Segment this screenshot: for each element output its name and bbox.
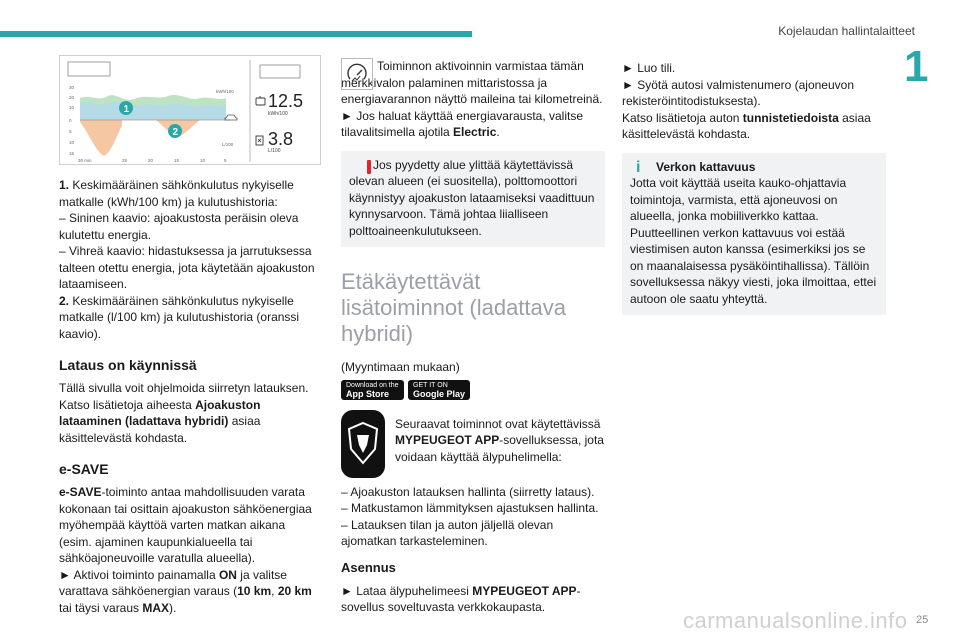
callout-2-label: 2 bbox=[172, 127, 179, 138]
fuel-consumption-value: 3.8 bbox=[268, 129, 294, 149]
heading-install: Asennus bbox=[341, 559, 396, 575]
x-tick: 15 bbox=[174, 158, 180, 163]
network-coverage-box bbox=[622, 153, 886, 316]
app-block bbox=[341, 410, 605, 478]
fuel-consumption-unit: L/100 bbox=[268, 148, 281, 154]
app-store-badge[interactable]: Download on the App Store bbox=[341, 380, 404, 400]
lion-icon bbox=[341, 419, 385, 469]
header-accent-bar bbox=[0, 31, 472, 37]
y-tick: 10 bbox=[69, 140, 75, 145]
display-placeholder-right bbox=[260, 65, 300, 78]
availability-note: (Myyntimaan mukaan) bbox=[341, 360, 460, 374]
info-text: Jotta voit käyttää useita kauko-ohjattavia toimintoja, varmista, että ajoneuvosi on alueella, jonka mobiiliverkko kattaa. Puutteellinen verkon kattavuus voi estää viestimisen auton kanssa (esimerkiksi jos se on maanalaisessa pysäköintihallissa). Tällöin sovelluksessa näkyy viesti, joka ilmoittaa, ettei autoon ole saatu yhteyttä. bbox=[630, 176, 877, 306]
app-description: Seuraavat toiminnot ovat käytettävissä MYPEUGEOT APP-sovelluksessa, jota voidaan käyttää älypuhelimella: bbox=[395, 416, 604, 464]
feature-3: – Latauksen tilan ja auton jäljellä olevan ajomatkan tarkasteleminen. bbox=[341, 517, 554, 548]
heading-charging: Lataus on käynnissä bbox=[59, 357, 197, 373]
legend-item-2: 2. Keskimääräinen sähkönkulutus nykyiselle matkalle (l/100 km) ja kulutushistoria (oranssi kaavio). bbox=[59, 293, 300, 341]
y-tick: 15 bbox=[69, 151, 75, 156]
x-tick: 5 bbox=[224, 158, 227, 163]
confirm-text: Toiminnon aktivoinnin varmistaa tämän merkkivalon palaminen mittaristossa ja energiavarannon näyttö maileina tai kilometreinä. bbox=[341, 59, 603, 106]
column-2 bbox=[341, 58, 605, 616]
watermark-logo: carmanualsonline.info bbox=[683, 608, 908, 633]
unit-label-bottom: L/100 bbox=[222, 142, 234, 147]
legend-item-1: 1. Keskimääräinen sähkönkulutus nykyiselle matkalle (kWh/100 km) ja kulutushistoria: bbox=[59, 178, 294, 209]
car-icon bbox=[225, 115, 237, 120]
consumption-display-figure bbox=[59, 55, 321, 165]
unit-label-top: kWh/100 bbox=[216, 89, 234, 94]
feature-2: – Matkustamon lämmityksen ajastuksen hallinta. bbox=[341, 501, 599, 515]
confirm-block bbox=[341, 58, 605, 108]
store-badges bbox=[341, 380, 605, 400]
warning-text: Jos pyydetty alue ylittää käytettävissä olevan alueen (ei suositella), polttomoottori käynnistyy ajoakuston lataamiseksi vaadittuun kynnysarvoon. Tämä johtaa liialliseen polttoaineenkulutukseen. bbox=[349, 157, 595, 238]
install-step: ► Lataa älypuhelimeesi MYPEUGEOT APP-sovellus soveltuvasta verkkokaupasta. bbox=[341, 583, 581, 614]
chapter-number: 1 bbox=[904, 42, 929, 91]
fuel-pump-icon bbox=[256, 136, 263, 145]
column-3 bbox=[622, 60, 886, 315]
y-tick: 10 bbox=[69, 105, 75, 110]
charging-paragraph: Tällä sivulla voit ohjelmoida siirretyn latauksen. Katso lisätietoja aiheesta Ajoakuston lataaminen (ladattava hybridi) asiaa käsittelevästä kohdasta. bbox=[59, 381, 309, 445]
google-play-badge[interactable]: GET IT ON Google Play bbox=[408, 380, 470, 400]
x-tick: 10 bbox=[200, 158, 206, 163]
electric-consumption-unit: kWh/100 bbox=[268, 111, 288, 117]
y-tick: 0 bbox=[69, 118, 72, 123]
step-enter-vin: ► Syötä autosi valmistenumero (ajoneuvon rekisteröintitodistuksesta). bbox=[622, 77, 854, 108]
info-title: Verkon kattavuus bbox=[656, 159, 756, 174]
step-create-account: ► Luo tili. bbox=[622, 61, 676, 75]
x-tick: 30 min bbox=[78, 158, 92, 163]
heading-esave: e-SAVE bbox=[59, 461, 109, 477]
feature-1: – Ajoakuston latauksen hallinta (siirretty lataus). bbox=[341, 484, 595, 499]
heading-remote-functions: Etäkäytettävät lisätoiminnot (ladattava hybridi) bbox=[341, 269, 567, 346]
display-placeholder-left bbox=[68, 62, 110, 76]
consumption-graph bbox=[60, 56, 322, 166]
y-tick: 5 bbox=[69, 129, 72, 134]
esave-gauge-icon bbox=[342, 59, 372, 89]
legend-item-1-blue: – Sininen kaavio: ajoakustosta peräisin oleva kulutettu energia. bbox=[59, 211, 299, 242]
x-tick: 20 bbox=[148, 158, 154, 163]
y-tick: 30 bbox=[69, 85, 75, 90]
column-1 bbox=[59, 177, 321, 616]
callout-1-label: 1 bbox=[123, 104, 130, 115]
legend-item-1-green: – Vihreä kaavio: hidastuksessa ja jarrutuksessa talteen otettu energia, jota käytetään ajoakuston lataamiseen. bbox=[59, 244, 315, 291]
page-number: 25 bbox=[916, 614, 929, 626]
esave-step: ► Aktivoi toiminto painamalla ON ja valitse varattava sähköenergian varaus (10 km, 20 km tai täysi varaus MAX). bbox=[59, 567, 312, 615]
y-tick: 20 bbox=[69, 95, 75, 100]
warning-box bbox=[341, 151, 605, 248]
info-icon: i bbox=[636, 158, 641, 176]
electric-consumption-value: 12.5 bbox=[268, 91, 304, 111]
identification-reference: Katso lisätietoja auton tunnistetiedoista asiaa käsittelevästä kohdasta. bbox=[622, 110, 871, 141]
esave-indicator-lamp bbox=[341, 58, 373, 90]
battery-plug-icon bbox=[256, 96, 265, 105]
orange-area bbox=[80, 120, 200, 156]
esave-paragraph: e-SAVE-toiminto antaa mahdollisuuden varata kokonaan tai osittain ajoakuston sähköenergiaa myöhempää käyttöä varten matkan aikana (esim. ajaminen kaupunkialueella tai sähköajoneuvoille varatulla alueella). bbox=[59, 485, 312, 565]
electric-mode-step: ► Jos haluat käyttää energiavarausta, valitse tilavalitsimella ajotila Electric. bbox=[341, 108, 584, 139]
warning-icon bbox=[367, 160, 371, 174]
x-tick: 25 bbox=[122, 158, 128, 163]
page-header-title: Kojelaudan hallintalaitteet bbox=[778, 24, 915, 38]
peugeot-lion-logo bbox=[341, 410, 385, 478]
